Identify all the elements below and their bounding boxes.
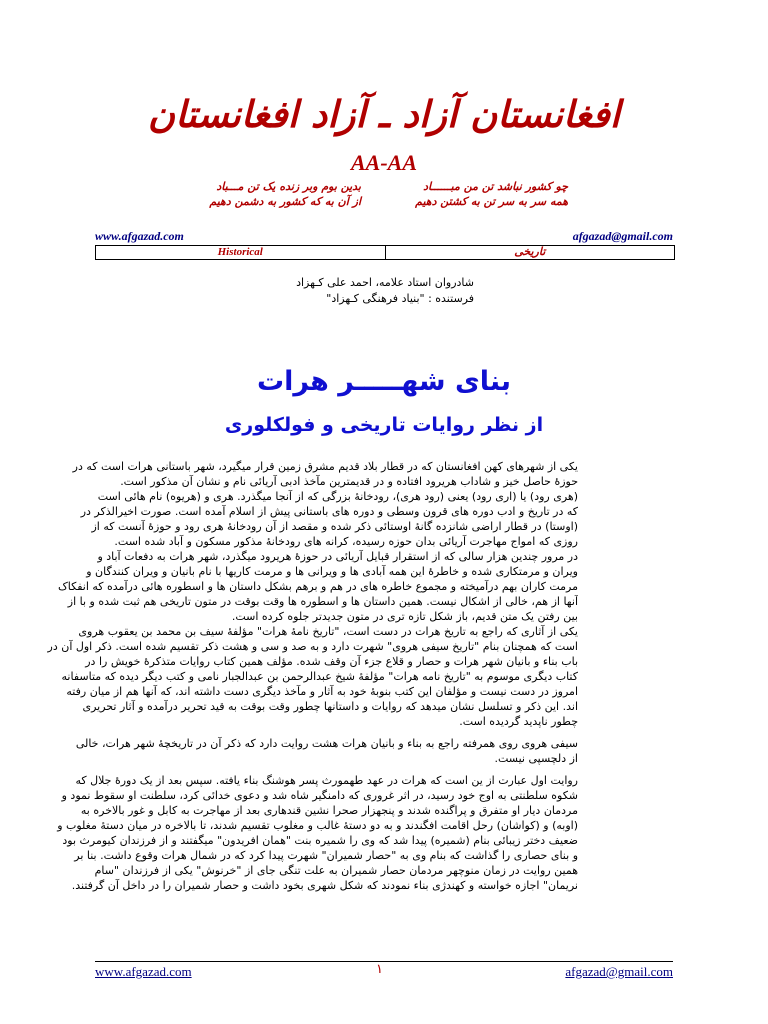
body-line: مرمت کاران بهم درآمیخته و مجموع خاطره های در هم و برهم بشکل داستان ها و اسطوره هائی درآمده که انفکاک <box>57 580 578 593</box>
masthead-subtitle: AA-AA <box>350 150 418 175</box>
body-line: آنها از هم، خالی از اشکال نیست. همین داستان ها و اسطوره ها وقت بوقت در متون تاریخی هم ثبت شده و با از <box>67 595 578 608</box>
body-line: و بنای حصاری را گذاشت که بنام وی به "حصار شمیران" شهرت پیدا کرد که در شمال هرات وقوع داشت. بنا بر <box>74 849 578 862</box>
body-line: اند. این ذکر و تسلسل نشان میدهد که روایات و داستانها چطور وقت بوقت به قید تحریر درآمده و آثار تحریری <box>82 700 578 713</box>
body-line: (اوستا) در قطار اراضی شانزده گانهٔ اوستائی ذکر شده و مقصد از آن رودخانهٔ هری رود و حوزهٔ آنست که از <box>91 520 578 533</box>
body-line: نریمان" اجازه خواسته و کهندژی بناء نمودند که شکل شهری بخود داشت و حصار شمیران را در داخل آن گرفتند. <box>71 879 578 892</box>
body-line: بین رفتن یک متن قدیم، باز شکل تازه تری در متون جدیدتر جلوه کرده است. <box>231 610 578 623</box>
body-line: (هری رود) یا (اری رود) یعنی (رود هری)، رودخانهٔ بزرگی که از آنجا میگذرد. هری و (هریوه) نام هائی است <box>97 490 578 503</box>
poem-line-2-left: از آن به که کشور به دشمن دهیم <box>209 195 361 208</box>
body-line: که در تاریخ و ادب دوره های قرون وسطی و دوره های باستانی پیش از اسلام آمده است. صورت اخیرالذکر در <box>80 505 578 518</box>
sender-credit: فرستنده : "بنیاد فرهنگی کـهزاد" <box>326 292 474 305</box>
body-line: حوزهٔ حاصل خیز و شاداب هریرود افتاده و در قدیمترین مآخذ ادبی آریائی نام و نشان آن مذکور است. <box>120 475 578 488</box>
body-line: یکی از آثاری که راجع به تاریخ هرات در دست است، "تاریخ نامهٔ هرات" مؤلفهٔ سیف بن محمد بن یعقوب هروی <box>78 625 578 638</box>
body-line: کتاب دیگری موسوم به "تاریخ نامه هرات" مؤلفهٔ شیخ عبدالرحمن بن عبدالجبار نامی و کتب دیگر دیده که متاسفانه <box>61 670 578 683</box>
body-line: روایت اول عبارت از ین است که هرات در عهد طهمورث پسر هوشنگ بناء یافته. سپس بعد از یک دورهٔ جلال که <box>75 774 578 787</box>
body-line: همین روایت در زمان منوچهر مردمان حصار شمیران به علت تنگی جای از "خرنوش" یکی از فرزندان "سام <box>94 864 578 877</box>
article-title: بنای شهـــــر هرات <box>256 366 512 397</box>
body-line: ضعیف دختر زیبائی بنام (شمیره) پیدا شد که وی را شمیره بنت "همان افریدون" میگفتند و از فرزندان کیومرث بود <box>62 834 578 847</box>
body-line: شکوه سلطنتی به اوج خود رسید، در اثر غروری که دامنگیر شاه شد و دعوی خدائی کرد، سلطنت او سقوط نمود و <box>61 789 578 802</box>
category-english: Historical <box>96 246 386 259</box>
poem-line-1-left: بدین بوم وبر زنده یک تن مـــباد <box>216 180 361 193</box>
body-line: چطور ناپدید گردیده است. <box>459 715 578 728</box>
footer-divider <box>95 961 673 962</box>
footer-email-link[interactable]: afgazad@gmail.com <box>565 964 673 979</box>
header-email-link[interactable]: afgazad@gmail.com <box>572 229 673 243</box>
footer-website-link[interactable]: www.afgazad.com <box>95 964 192 979</box>
body-line: یکی از شهرهای کهن افغانستان که در قطار بلاد قدیم مشرق زمین قرار میگیرد، شهر باستانی هرات است که در <box>72 460 578 473</box>
body-line: ویران و مرمتکاری شده و خاطرهٔ این همه آبادی ها و ویرانی ها و مرمت کاریها با نام بانیان و ویران کنندگان و <box>86 565 578 578</box>
poem-line-2-right: همه سر به سر تن به کشتن دهیم <box>415 195 568 208</box>
body-line: در مرور چندین هزار سالی که از استقرار قبایل آریائی در حوزهٔ هریرود میگذرد، شهر هرات به دفعات آباد و <box>97 550 578 563</box>
masthead-title: افغانستان آزاد ـ آزاد افغانستان <box>147 92 621 136</box>
header-website-link[interactable]: www.afgazad.com <box>95 229 184 243</box>
body-line: سیفی هروی روی همرفته راجع به بناء و بانیان هرات هشت روایت دارد که ذکر آن در تاریخچهٔ شهر هرات، خالی <box>75 737 578 750</box>
body-line: امروز در دست نیست و مؤلفان این کتب بنوبهٔ خود به آثار و مآخذ دیگری دست داشته اند، که آنها هم از میان رفته <box>66 685 578 698</box>
body-line: مردمان دیار او متفرق و پراگنده شدند و پنجهزار صحرا نشین قندهاری بعد از مهاجرت به کابل و غور بالاخره به <box>80 804 578 817</box>
body-line: روزی که امواج مهاجرت آریائی بدان حوزه رسیده، کرانه های رودخانهٔ مذکور مسکون و آباد شده است. <box>114 535 578 548</box>
category-persian: تاریخی <box>514 246 546 258</box>
body-line: باب بناء و بانیان شهر هرات و حصار و قلاع جزء آن وقف شده. مؤلف همین کتاب روایات متذکرهٔ خویش را در <box>85 655 578 668</box>
page-number: ١ <box>376 962 383 977</box>
body-line: است که همچنان بنام "تاریخ سیفی هروی" شهرت دارد و به صد و سی و هشت ذکر تقسیم شده است. ذکر اول آن در <box>47 640 578 653</box>
body-line: (اوبه) و (کواشان) رحل اقامت افگندند و به دو دستهٔ غالب و مغلوب تقسیم شدند، تا بالاخره در میان دستهٔ مغلوب و <box>57 819 578 832</box>
category-table <box>95 245 675 260</box>
poem-line-1-right: چو کشور نباشد تن من مبــــــاد <box>423 180 568 193</box>
author-credit: شادروان استاد علامه، احمد علی کـهزاد <box>296 276 474 289</box>
article-subtitle: از نظر روایات تاریخی و فولکلوری <box>224 414 544 436</box>
body-line: از دلچسپی نیست. <box>494 752 578 765</box>
